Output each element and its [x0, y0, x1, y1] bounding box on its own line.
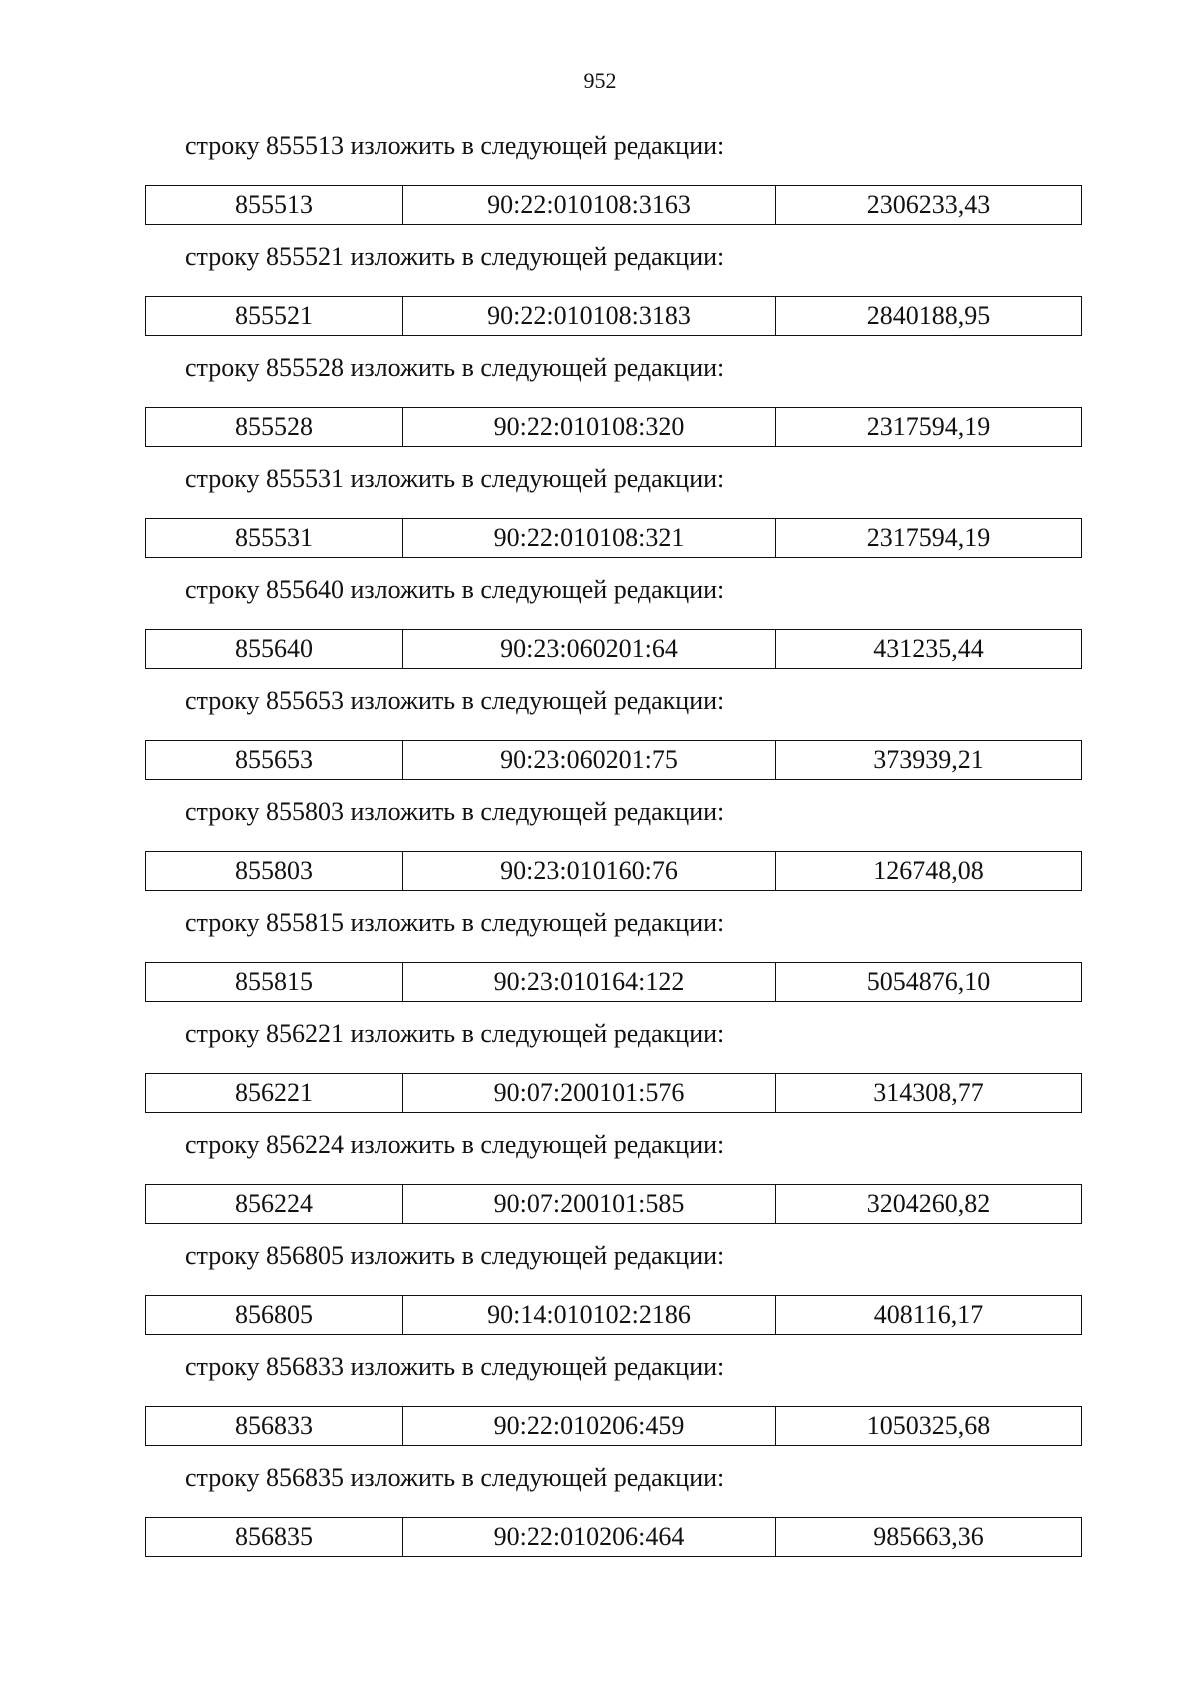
- value-cell: 314308,77: [776, 1074, 1082, 1113]
- amendment-caption: строку 855531 изложить в следующей редакции:: [185, 464, 725, 493]
- value-cell: 2317594,19: [776, 408, 1082, 447]
- amendment-caption: строку 856833 изложить в следующей редакции:: [185, 1352, 725, 1381]
- value-cell: 373939,21: [776, 741, 1082, 780]
- row-table: [145, 851, 1082, 891]
- row-number-cell: 856833: [146, 1407, 403, 1446]
- amendment-entry: [0, 241, 1200, 352]
- row-table: [145, 296, 1082, 336]
- table-row: [146, 1185, 1082, 1224]
- value-cell: 1050325,68: [776, 1407, 1082, 1446]
- row-number-cell: 856805: [146, 1296, 403, 1335]
- amendment-entry: [0, 574, 1200, 685]
- row-table: [145, 1184, 1082, 1224]
- table-row: [146, 1518, 1082, 1557]
- amendment-entry: [0, 907, 1200, 1018]
- cadastral-number-cell: 90:22:010108:3163: [403, 186, 776, 225]
- cadastral-number-cell: 90:22:010206:464: [403, 1518, 776, 1557]
- value-cell: 985663,36: [776, 1518, 1082, 1557]
- row-table: [145, 1295, 1082, 1335]
- row-table: [145, 1517, 1082, 1557]
- amendment-entry: [0, 130, 1200, 241]
- amendment-caption: строку 856224 изложить в следующей редакции:: [185, 1130, 725, 1159]
- value-cell: 2317594,19: [776, 519, 1082, 558]
- amendment-entry: [0, 1018, 1200, 1129]
- cadastral-number-cell: 90:23:060201:75: [403, 741, 776, 780]
- row-number-cell: 855803: [146, 852, 403, 891]
- row-table: [145, 407, 1082, 447]
- amendment-caption: строку 856805 изложить в следующей редакции:: [185, 1241, 725, 1270]
- amendment-entry: [0, 685, 1200, 796]
- row-number-cell: 855531: [146, 519, 403, 558]
- value-cell: 2840188,95: [776, 297, 1082, 336]
- amendment-entry: [0, 352, 1200, 463]
- table-row: [146, 741, 1082, 780]
- row-number-cell: 855653: [146, 741, 403, 780]
- cadastral-number-cell: 90:22:010206:459: [403, 1407, 776, 1446]
- value-cell: 5054876,10: [776, 963, 1082, 1002]
- value-cell: 408116,17: [776, 1296, 1082, 1335]
- table-row: [146, 963, 1082, 1002]
- table-row: [146, 1407, 1082, 1446]
- row-table: [145, 740, 1082, 780]
- amendment-entry: [0, 463, 1200, 574]
- amendment-entry: [0, 796, 1200, 907]
- table-row: [146, 1074, 1082, 1113]
- cadastral-number-cell: 90:23:010164:122: [403, 963, 776, 1002]
- cadastral-number-cell: 90:07:200101:585: [403, 1185, 776, 1224]
- page-number: 952: [583, 68, 617, 93]
- amendment-caption: строку 855803 изложить в следующей редакции:: [185, 797, 725, 826]
- value-cell: 126748,08: [776, 852, 1082, 891]
- row-number-cell: 855521: [146, 297, 403, 336]
- table-row: [146, 630, 1082, 669]
- table-row: [146, 186, 1082, 225]
- value-cell: 2306233,43: [776, 186, 1082, 225]
- row-number-cell: 855528: [146, 408, 403, 447]
- amendment-list: [0, 130, 1200, 1573]
- row-table: [145, 185, 1082, 225]
- table-row: [146, 297, 1082, 336]
- amendment-entry: [0, 1462, 1200, 1573]
- amendment-caption: строку 855815 изложить в следующей редакции:: [185, 908, 725, 937]
- table-row: [146, 852, 1082, 891]
- row-number-cell: 855815: [146, 963, 403, 1002]
- cadastral-number-cell: 90:23:010160:76: [403, 852, 776, 891]
- table-row: [146, 1296, 1082, 1335]
- row-number-cell: 855640: [146, 630, 403, 669]
- amendment-caption: строку 855640 изложить в следующей редакции:: [185, 575, 725, 604]
- cadastral-number-cell: 90:23:060201:64: [403, 630, 776, 669]
- row-table: [145, 518, 1082, 558]
- amendment-entry: [0, 1129, 1200, 1240]
- table-row: [146, 408, 1082, 447]
- row-table: [145, 1406, 1082, 1446]
- row-number-cell: 856835: [146, 1518, 403, 1557]
- cadastral-number-cell: 90:22:010108:320: [403, 408, 776, 447]
- row-number-cell: 856224: [146, 1185, 403, 1224]
- row-table: [145, 962, 1082, 1002]
- amendment-caption: строку 855653 изложить в следующей редакции:: [185, 686, 725, 715]
- amendment-entry: [0, 1351, 1200, 1462]
- amendment-caption: строку 855521 изложить в следующей редакции:: [185, 242, 725, 271]
- cadastral-number-cell: 90:22:010108:321: [403, 519, 776, 558]
- value-cell: 3204260,82: [776, 1185, 1082, 1224]
- cadastral-number-cell: 90:07:200101:576: [403, 1074, 776, 1113]
- row-table: [145, 1073, 1082, 1113]
- row-number-cell: 855513: [146, 186, 403, 225]
- amendment-caption: строку 855528 изложить в следующей редакции:: [185, 353, 725, 382]
- row-table: [145, 629, 1082, 669]
- amendment-caption: строку 856221 изложить в следующей редакции:: [185, 1019, 725, 1048]
- value-cell: 431235,44: [776, 630, 1082, 669]
- amendment-entry: [0, 1240, 1200, 1351]
- cadastral-number-cell: 90:14:010102:2186: [403, 1296, 776, 1335]
- amendment-caption: строку 856835 изложить в следующей редакции:: [185, 1463, 725, 1492]
- row-number-cell: 856221: [146, 1074, 403, 1113]
- table-row: [146, 519, 1082, 558]
- amendment-caption: строку 855513 изложить в следующей редакции:: [185, 131, 725, 160]
- cadastral-number-cell: 90:22:010108:3183: [403, 297, 776, 336]
